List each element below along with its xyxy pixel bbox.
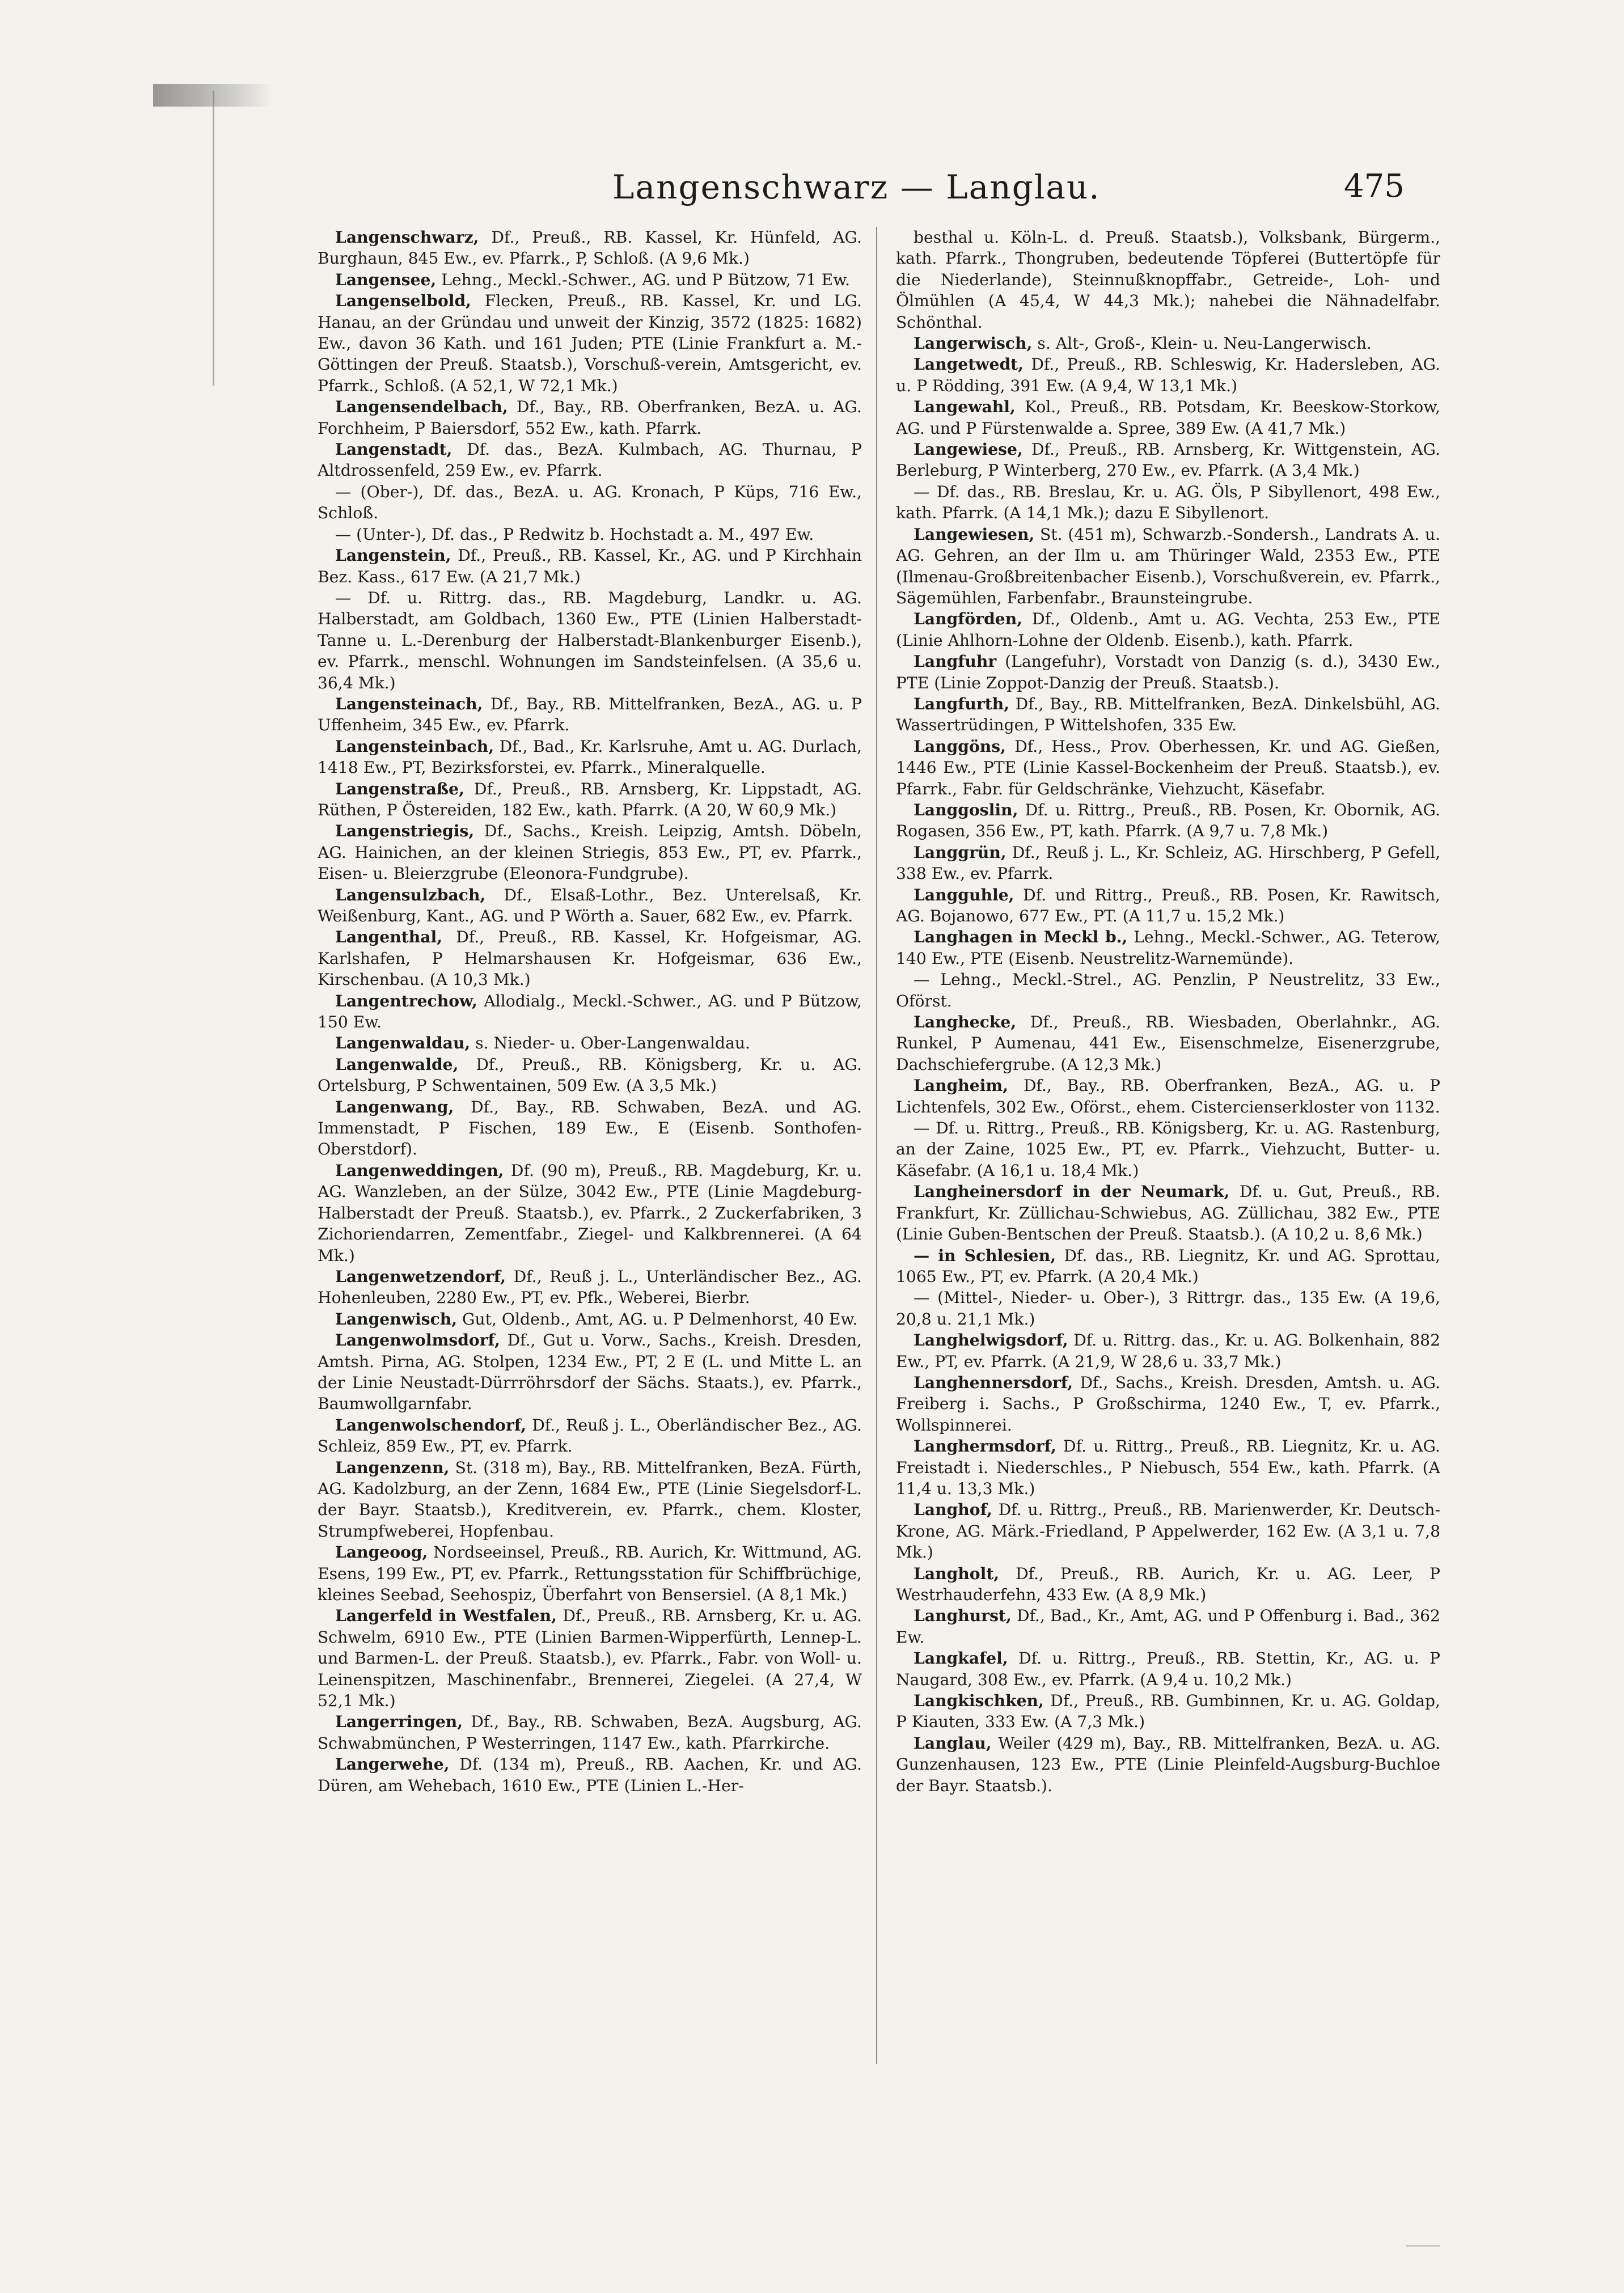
entry-headword: Langkischken,	[914, 1691, 1044, 1711]
gazetteer-entry	[318, 1054, 862, 1097]
entry-text: Df., Preuß., RB. Königsberg, Kr. u. AG. Ortelsburg, P Schwentainen, 509 Ew. (A 3,5 Mk.)	[318, 1055, 862, 1095]
entry-text: Lehng., Meckl.-Schwer., AG. und P Bützow, 71 Ew.	[436, 270, 850, 289]
entry-headword: Langholt,	[914, 1564, 1000, 1583]
entry-text: — (Mittel-, Nieder- u. Ober-), 3 Rittrgr. das., 135 Ew. (A 19,6, 20,8 u. 21,1 Mk.)	[896, 1288, 1440, 1329]
gazetteer-entry	[896, 354, 1440, 396]
entry-text: — Lehng., Meckl.-Strel., AG. Penzlin, P Neustrelitz, 33 Ew., Oförst.	[896, 970, 1440, 1010]
entry-text: Df., Bay., RB. Oberfranken, BezA., AG. u. P Lichtenfels, 302 Ew., Oförst., ehem. Cistercienserkloster von 1132.	[896, 1076, 1440, 1116]
entry-headword: Langerwehe,	[335, 1755, 450, 1774]
page-title: Langenschwarz — Langlau.	[612, 168, 1101, 206]
entry-text: Df., Reuß j. L., Kr. Schleiz, AG. Hirschberg, P Gefell, 338 Ew., ev. Pfarrk.	[896, 843, 1440, 883]
entry-text: Df. (90 m), Preuß., RB. Magdeburg, Kr. u. AG. Wanzleben, an der Sülze, 3042 Ew., PTE (Linie Magdeburg-Halberstadt der Preuß. Staatsb.), ev. Pfarrk., 2 Zuckerfabriken, 3 Zichoriendarren, Zementfabr., Ziegel- und Kalkbrennerei. (A 64 Mk.)	[318, 1161, 862, 1265]
gazetteer-entry	[896, 1648, 1440, 1690]
entry-headword: Langewiesen,	[914, 524, 1035, 544]
gazetteer-entry	[896, 1181, 1440, 1245]
entry-headword: Langhurst,	[914, 1606, 1012, 1626]
entry-headword: Langenzenn,	[335, 1458, 450, 1477]
gazetteer-entry	[318, 1457, 862, 1542]
entry-text: Kol., Preuß., RB. Potsdam, Kr. Beeskow-Storkow, AG. und P Fürstenwalde a. Spree, 389 Ew. (A 41,7 Mk.)	[896, 397, 1440, 438]
entry-headword: Langhecke,	[914, 1013, 1017, 1032]
entry-headword: Langenwetzendorf,	[335, 1267, 506, 1286]
entry-text: Df. u. Rittrg., Preuß., RB. Liegnitz, Kr. u. AG. Freistadt i. Niederschles., P Niebusch, 554 Ew., kath. Pfarrk. (A 11,4 u. 13,3 Mk.)	[896, 1437, 1440, 1498]
entry-text: St. (451 m), Schwarzb.-Sondersh., Landrats A. u. AG. Gehren, an der Ilm u. am Thüringer Wald, 2353 Ew., PTE (Ilmenau-Großbreitenbacher Eisenb.), Vorschußverein, ev. Pfarrk., Sägemühlen, Farbenfabr., Braunsteingrube.	[896, 524, 1440, 607]
gazetteer-entry	[896, 1075, 1440, 1118]
entry-headword: Langerringen,	[335, 1712, 463, 1732]
entry-text: Df., Bay., RB. Schwaben, BezA. und AG. Immenstadt, P Fischen, 189 Ew., E (Eisenb. Sonthofen-Oberstdorf).	[318, 1097, 862, 1159]
entry-text: Df., Preuß., RB. Gumbinnen, Kr. u. AG. Goldap, P Kiauten, 333 Ew. (A 7,3 Mk.)	[896, 1691, 1440, 1732]
gazetteer-entry	[318, 693, 862, 736]
entry-text: — (Ober-), Df. das., BezA. u. AG. Kronach, P Küps, 716 Ew., Schloß.	[318, 482, 862, 523]
entry-headword: Langhof,	[914, 1500, 992, 1520]
entry-headword: Langerwisch,	[914, 334, 1033, 353]
entry-headword: Langenwaldau,	[335, 1034, 471, 1053]
entry-text: Lehng., Meckl.-Schwer., AG. Teterow, 140 Ew., PTE (Eisenb. Neustrelitz-Warnemünde).	[896, 928, 1440, 968]
gazetteer-entry	[896, 1436, 1440, 1499]
gazetteer-entry	[896, 736, 1440, 799]
entry-text: Df., Preuß., RB. Schleswig, Kr. Hadersleben, AG. u. P Rödding, 391 Ew. (A 9,4, W 13,1 Mk.)	[896, 355, 1440, 395]
entry-text: Weiler (429 m), Bay., RB. Mittelfranken, BezA. u. AG. Gunzenhausen, 123 Ew., PTE (Linie Pleinfeld-Augsburg-Buchloe der Bayr. Staatsb.).	[896, 1733, 1440, 1795]
gazetteer-entry	[318, 481, 862, 524]
entry-headword: Langenstraße,	[335, 779, 464, 798]
entry-text: s. Nieder- u. Ober-Langenwaldau.	[470, 1034, 751, 1053]
gazetteer-entry	[318, 1033, 862, 1054]
footer-mark	[1406, 2245, 1440, 2247]
gazetteer-entry	[896, 608, 1440, 651]
entry-text: Df. u. Rittrg., Preuß., RB. Marienwerder, Kr. Deutsch-Krone, AG. Märk.-Friedland, P Appelwerder, 162 Ew. (A 3,1 u. 7,8 Mk.)	[896, 1500, 1440, 1562]
entry-text: Df., Preuß., RB. Kassel, Kr. Hünfeld, AG. Burghaun, 845 Ew., ev. Pfarrk., P, Schloß. (A 9,6 Mk.)	[318, 228, 862, 268]
gazetteer-entry	[896, 1330, 1440, 1372]
gazetteer-entry	[318, 885, 862, 927]
entry-text: Df., Bad., Kr., Amt, AG. und P Offenburg i. Bad., 362 Ew.	[896, 1606, 1440, 1647]
gazetteer-entry	[896, 1733, 1440, 1796]
entry-text: Df., Gut u. Vorw., Sachs., Kreish. Dresden, Amtsh. Pirna, AG. Stolpen, 1234 Ew., PT, 2 E (L. und Mitte L. an der Linie Neustadt-Dürrröhrsdorf der Sächs. Staats.), ev. Pfarrk., Baumwollgarnfabr.	[318, 1331, 862, 1414]
entry-headword: Langhermsdorf,	[914, 1437, 1056, 1456]
gazetteer-entry	[318, 439, 862, 481]
right-column	[896, 227, 1440, 2064]
gazetteer-entry	[318, 736, 862, 779]
left-column	[318, 227, 862, 2064]
entry-headword: Langewiese,	[914, 440, 1023, 459]
entry-headword: Langhennersdorf,	[914, 1373, 1073, 1392]
entry-text: Df., Bay., RB. Schwaben, BezA. Augsburg, AG. Schwabmünchen, P Westerringen, 1147 Ew., kath. Pfarrkirche.	[318, 1712, 862, 1753]
entry-text: Df., Bay., RB. Oberfranken, BezA. u. AG. Forchheim, P Baiersdorf, 552 Ew., kath. Pfarrk.	[318, 397, 862, 438]
entry-headword: Langhagen in Meckl b.,	[914, 928, 1128, 947]
entry-text: Df., Preuß., RB. Kassel, Kr. Hofgeismar, AG. Karlshafen, P Helmarshausen Kr. Hofgeismar, 636 Ew., Kirschenbau. (A 10,3 Mk.)	[318, 928, 862, 989]
gazetteer-entry	[318, 1309, 862, 1330]
entry-headword: Langeoog,	[335, 1543, 428, 1562]
gazetteer-entry	[318, 269, 862, 290]
gazetteer-entry	[318, 1415, 862, 1457]
gazetteer-entry	[318, 524, 862, 545]
gazetteer-entry	[896, 651, 1440, 693]
entry-headword: Langenstadt,	[335, 440, 452, 459]
entry-headword: Langlau,	[914, 1733, 992, 1753]
entry-text: Df. (134 m), Preuß., RB. Aachen, Kr. und AG. Düren, am Wehebach, 1610 Ew., PTE (Linien L.-Her-	[318, 1755, 862, 1795]
entry-headword: Langerfeld in Westfalen,	[335, 1606, 557, 1626]
gazetteer-entry	[318, 1711, 862, 1754]
entry-text: Df. das., BezA. Kulmbach, AG. Thurnau, P Altdrossenfeld, 259 Ew., ev. Pfarrk.	[318, 440, 862, 480]
entry-text: Df. u. Rittrg., Preuß., RB. Stettin, Kr., AG. u. P Naugard, 308 Ew., ev. Pfarrk. (A 9,4 u. 10,2 Mk.)	[896, 1649, 1440, 1689]
entry-text: (Langefuhr), Vorstadt von Danzig (s. d.), 3430 Ew., PTE (Linie Zoppot-Danzig der Preuß. Staatsb.).	[896, 652, 1440, 692]
entry-text: — Df. u. Rittrg., Preuß., RB. Königsberg, Kr. u. AG. Rastenburg, an der Zaine, 1025 Ew., PT, ev. Pfarrk., Viehzucht, Butter- u. Käsefabr. (A 16,1 u. 18,4 Mk.)	[896, 1119, 1440, 1180]
scan-edge-line	[213, 91, 214, 386]
entry-text: Df., Sachs., Kreish. Leipzig, Amtsh. Döbeln, AG. Hainichen, an der kleinen Striegis, 853 Ew., PT, ev. Pfarrk., Eisen- u. Bleierzgrube (Eleonora-Fundgrube).	[318, 822, 862, 883]
gazetteer-entry	[896, 1563, 1440, 1606]
gazetteer-entry	[896, 333, 1440, 354]
gazetteer-entry	[318, 227, 862, 269]
gazetteer-entry	[896, 842, 1440, 885]
gazetteer-entry	[318, 1542, 862, 1605]
entry-headword: — in Schlesien,	[914, 1246, 1056, 1265]
entry-text: Df., Preuß., RB. Arnsberg, Kr. u. AG. Schwelm, 6910 Ew., PTE (Linien Barmen-Wipperfürth, Lennep-L. und Barmen-L. der Preuß. Staatsb.), ev. Pfarrk., Fabr. von Woll- u. Leinenspitzen, Maschinenfabr., Brennerei, Ziegelei. (A 27,4, W 52,1 Mk.)	[318, 1606, 862, 1711]
entry-text: Df., Elsaß-Lothr., Bez. Unterelsaß, Kr. Weißenburg, Kant., AG. und P Wörth a. Sauer, 682 Ew., ev. Pfarrk.	[318, 885, 862, 925]
gazetteer-entry	[896, 481, 1440, 524]
entry-headword: Langheim,	[914, 1076, 1009, 1095]
entry-text: Df. und Rittrg., Preuß., RB. Posen, Kr. Rawitsch, AG. Bojanowo, 677 Ew., PT. (A 11,7 u. 15,2 Mk.)	[896, 885, 1440, 925]
running-head	[0, 168, 1624, 219]
entry-text: St. (318 m), Bay., RB. Mittelfranken, BezA. Fürth, AG. Kadolzburg, an der Zenn, 1684 Ew., PTE (Linie Siegelsdorf-L. der Bayr. Staatsb.), Kreditverein, ev. Pfarrk., chem. Kloster, Strumpfweberei, Hopfenbau.	[318, 1458, 862, 1541]
gazetteer-entry	[318, 290, 862, 396]
gazetteer-entry	[318, 1605, 862, 1711]
entry-text: Df. das., RB. Liegnitz, Kr. und AG. Sprottau, 1065 Ew., PT, ev. Pfarrk. (A 20,4 Mk.)	[896, 1246, 1440, 1286]
entry-headword: Langensteinach,	[335, 694, 483, 713]
entry-headword: Langensulzbach,	[335, 885, 486, 904]
gazetteer-entry	[318, 1330, 862, 1415]
entry-text: Df., Preuß., RB. Arnsberg, Kr. Wittgenstein, AG. Berleburg, P Winterberg, 270 Ew., ev. Pfarrk. (A 3,4 Mk.)	[896, 440, 1440, 480]
gazetteer-entry	[896, 1690, 1440, 1733]
gazetteer-entry	[318, 779, 862, 821]
entry-headword: Langenwalde,	[335, 1055, 459, 1074]
entry-headword: Langetwedt,	[914, 355, 1024, 374]
entry-headword: Langenselbold,	[335, 291, 471, 311]
gazetteer-entry	[896, 885, 1440, 927]
entry-text: — Df. das., RB. Breslau, Kr. u. AG. Öls, P Sibyllenort, 498 Ew., kath. Pfarrk. (A 14,1 Mk.); dazu E Sibyllenort.	[896, 482, 1440, 523]
gazetteer-entry	[896, 227, 1440, 333]
entry-text: Df., Preuß., RB. Arnsberg, Kr. Lippstadt, AG. Rüthen, P Östereiden, 182 Ew., kath. Pfarrk. (A 20, W 60,9 Mk.)	[318, 779, 862, 819]
entry-headword: Langfuhr	[914, 652, 997, 671]
gazetteer-entry	[896, 1372, 1440, 1436]
entry-headword: Langkafel,	[914, 1649, 1008, 1668]
entry-headword: Langenwang,	[335, 1097, 454, 1116]
page-number: 475	[1344, 168, 1405, 205]
gazetteer-entry	[318, 1160, 862, 1266]
entry-text: Gut, Oldenb., Amt, AG. u. P Delmenhorst, 40 Ew.	[457, 1309, 858, 1329]
entry-headword: Langhelwigsdorf,	[914, 1331, 1068, 1350]
entry-headword: Langenwolmsdorf,	[335, 1331, 500, 1350]
entry-headword: Langenwolschendorf,	[335, 1415, 527, 1435]
entry-text: Df. u. Gut, Preuß., RB. Frankfurt, Kr. Züllichau-Schwiebus, AG. Züllichau, 382 Ew., PTE (Linie Guben-Bentschen der Preuß. Staatsb.). (A 10,2 u. 8,6 Mk.)	[896, 1182, 1440, 1244]
entry-headword: Langgöns,	[914, 737, 1006, 756]
entry-text: Df., Sachs., Kreish. Dresden, Amtsh. u. AG. Freiberg i. Sachs., P Großschirma, 1240 Ew., T, ev. Pfarrk., Wollspinnerei.	[896, 1373, 1440, 1435]
gazetteer-entry	[896, 439, 1440, 481]
gazetteer-entry	[896, 1012, 1440, 1075]
gazetteer-entry	[896, 799, 1440, 842]
entry-text: Df. u. Rittrg., Preuß., RB. Posen, Kr. Obornik, AG. Rogasen, 356 Ew., PT, kath. Pfarrk. (A 9,7 u. 7,8 Mk.)	[896, 800, 1440, 841]
entry-text: Allodialg., Meckl.-Schwer., AG. und P Bützow, 150 Ew.	[318, 991, 862, 1032]
entry-text: Df., Reuß j. L., Unterländischer Bez., AG. Hohenleuben, 2280 Ew., PT, ev. Pfk., Weberei, Bierbr.	[318, 1267, 862, 1308]
column-divider	[876, 227, 877, 2064]
gazetteer-entry	[896, 1287, 1440, 1330]
entry-headword: Langenwisch,	[335, 1309, 458, 1329]
gazetteer-entry	[896, 396, 1440, 439]
gazetteer-entry	[896, 1245, 1440, 1288]
entry-headword: Langensteinbach,	[335, 737, 494, 756]
gazetteer-entry	[318, 587, 862, 693]
gazetteer-entry	[318, 396, 862, 439]
entry-text: Df., Preuß., RB. Aurich, Kr. u. AG. Leer, P Westrhauderfehn, 433 Ew. (A 8,9 Mk.)	[896, 1564, 1440, 1604]
entry-text: Df., Reuß j. L., Oberländischer Bez., AG. Schleiz, 859 Ew., PT, ev. Pfarrk.	[318, 1415, 862, 1456]
entry-headword: Langenthal,	[335, 928, 443, 947]
entry-headword: Langenweddingen,	[335, 1161, 504, 1180]
entry-text: Df. u. Rittrg. das., Kr. u. AG. Bolkenhain, 882 Ew., PT, ev. Pfarrk. (A 21,9, W 28,6 u. 33,7 Mk.)	[896, 1331, 1440, 1371]
entry-headword: Langgrün,	[914, 843, 1006, 862]
entry-headword: Langewahl,	[914, 397, 1016, 417]
entry-text: besthal u. Köln-L. d. Preuß. Staatsb.), Volksbank, Bürgerm., kath. Pfarrk., Thongruben, bedeutende Töpferei (Buttertöpfe für die Niederlande), Steinnußknopffabr., Getreide-, Loh- und Ölmühlen (A 45,4, W 44,3 Mk.); nahebei die Nähnadelfabr. Schönthal.	[896, 228, 1440, 332]
entry-headword: Langenschwarz,	[335, 228, 479, 247]
entry-headword: Langenstein,	[335, 546, 451, 565]
gazetteer-entry	[896, 693, 1440, 736]
entry-headword: Langfurth,	[914, 694, 1010, 713]
entry-text: — (Unter-), Df. das., P Redwitz b. Hochstadt a. M., 497 Ew.	[335, 524, 814, 544]
entry-text: Df., Bay., RB. Mittelfranken, BezA., AG. u. P Uffenheim, 345 Ew., ev. Pfarrk.	[318, 694, 862, 735]
gazetteer-entry	[896, 969, 1440, 1012]
entry-headword: Langförden,	[914, 610, 1023, 629]
gazetteer-entry	[318, 1754, 862, 1796]
entry-headword: Langensendelbach,	[335, 397, 508, 417]
entry-text: Df., Preuß., RB. Kassel, Kr., AG. und P Kirchhain Bez. Kass., 617 Ew. (A 21,7 Mk.)	[318, 546, 862, 586]
gazetteer-entry	[318, 991, 862, 1033]
gazetteer-entry	[318, 926, 862, 990]
entry-headword: Langensee,	[335, 270, 437, 289]
gazetteer-entry	[896, 1118, 1440, 1181]
entry-headword: Langheinersdorf in der Neumark,	[914, 1182, 1230, 1202]
entry-text: Df., Oldenb., Amt u. AG. Vechta, 253 Ew., PTE (Linie Ahlhorn-Lohne der Oldenb. Eisenb.), kath. Pfarrk.	[896, 610, 1440, 650]
gazetteer-entry	[896, 926, 1440, 969]
entry-text: s. Alt-, Groß-, Klein- u. Neu-Langerwisch.	[1032, 334, 1372, 353]
gazetteer-entry	[318, 1266, 862, 1309]
entry-text: Df., Bay., RB. Mittelfranken, BezA. Dinkelsbühl, AG. Wassertrüdingen, P Wittelshofen, 335 Ew.	[896, 694, 1440, 735]
gazetteer-entry	[318, 545, 862, 587]
gazetteer-entry	[318, 820, 862, 884]
gazetteer-entry	[896, 1499, 1440, 1563]
entry-text: Df., Bad., Kr. Karlsruhe, Amt u. AG. Durlach, 1418 Ew., PT, Bezirksforstei, ev. Pfarrk., Mineralquelle.	[318, 737, 862, 777]
entry-text: Df., Hess., Prov. Oberhessen, Kr. und AG. Gießen, 1446 Ew., PTE (Linie Kassel-Bockenheim der Preuß. Staatsb.), ev. Pfarrk., Fabr. für Geldschränke, Viehzucht, Käsefabr.	[896, 737, 1440, 798]
entry-headword: Langentrechow,	[335, 991, 477, 1010]
entry-text: Df., Preuß., RB. Wiesbaden, Oberlahnkr., AG. Runkel, P Aumenau, 441 Ew., Eisenschmelze, Eisenerzgrube, Dachschiefergrube. (A 12,3 Mk.)	[896, 1013, 1440, 1074]
gazetteer-entry	[896, 1605, 1440, 1648]
gazetteer-entry	[896, 524, 1440, 609]
gazetteer-entry	[318, 1097, 862, 1160]
entry-text: — Df. u. Rittrg. das., RB. Magdeburg, Landkr. u. AG. Halberstadt, am Goldbach, 1360 Ew., PTE (Linien Halberstadt-Tanne u. L.-Derenburg der Halberstadt-Blankenburger Eisenb.), ev. Pfarrk., menschl. Wohnungen im Sandsteinfelsen. (A 35,6 u. 36,4 Mk.)	[318, 588, 862, 692]
entry-text: Flecken, Preuß., RB. Kassel, Kr. und LG. Hanau, an der Gründau und unweit der Kinzig, 3572 (1825: 1682) Ew., davon 36 Kath. und 161 Juden; PTE (Linie Frankfurt a. M.-Göttingen der Preuß. Staatsb.), Vorschuß-verein, Amtsgericht, ev. Pfarrk., Schloß. (A 52,1, W 72,1 Mk.)	[318, 291, 862, 395]
entry-headword: Langenstriegis,	[335, 822, 475, 841]
entry-headword: Langgoslin,	[914, 800, 1018, 819]
entry-text: Nordseeinsel, Preuß., RB. Aurich, Kr. Wittmund, AG. Esens, 199 Ew., PT, ev. Pfarrk., Rettungsstation für Schiffbrüchige, kleines Seebad, Seehospiz, Überfahrt von Bensersiel. (A 8,1 Mk.)	[318, 1543, 862, 1604]
entry-headword: Langguhle,	[914, 885, 1014, 904]
